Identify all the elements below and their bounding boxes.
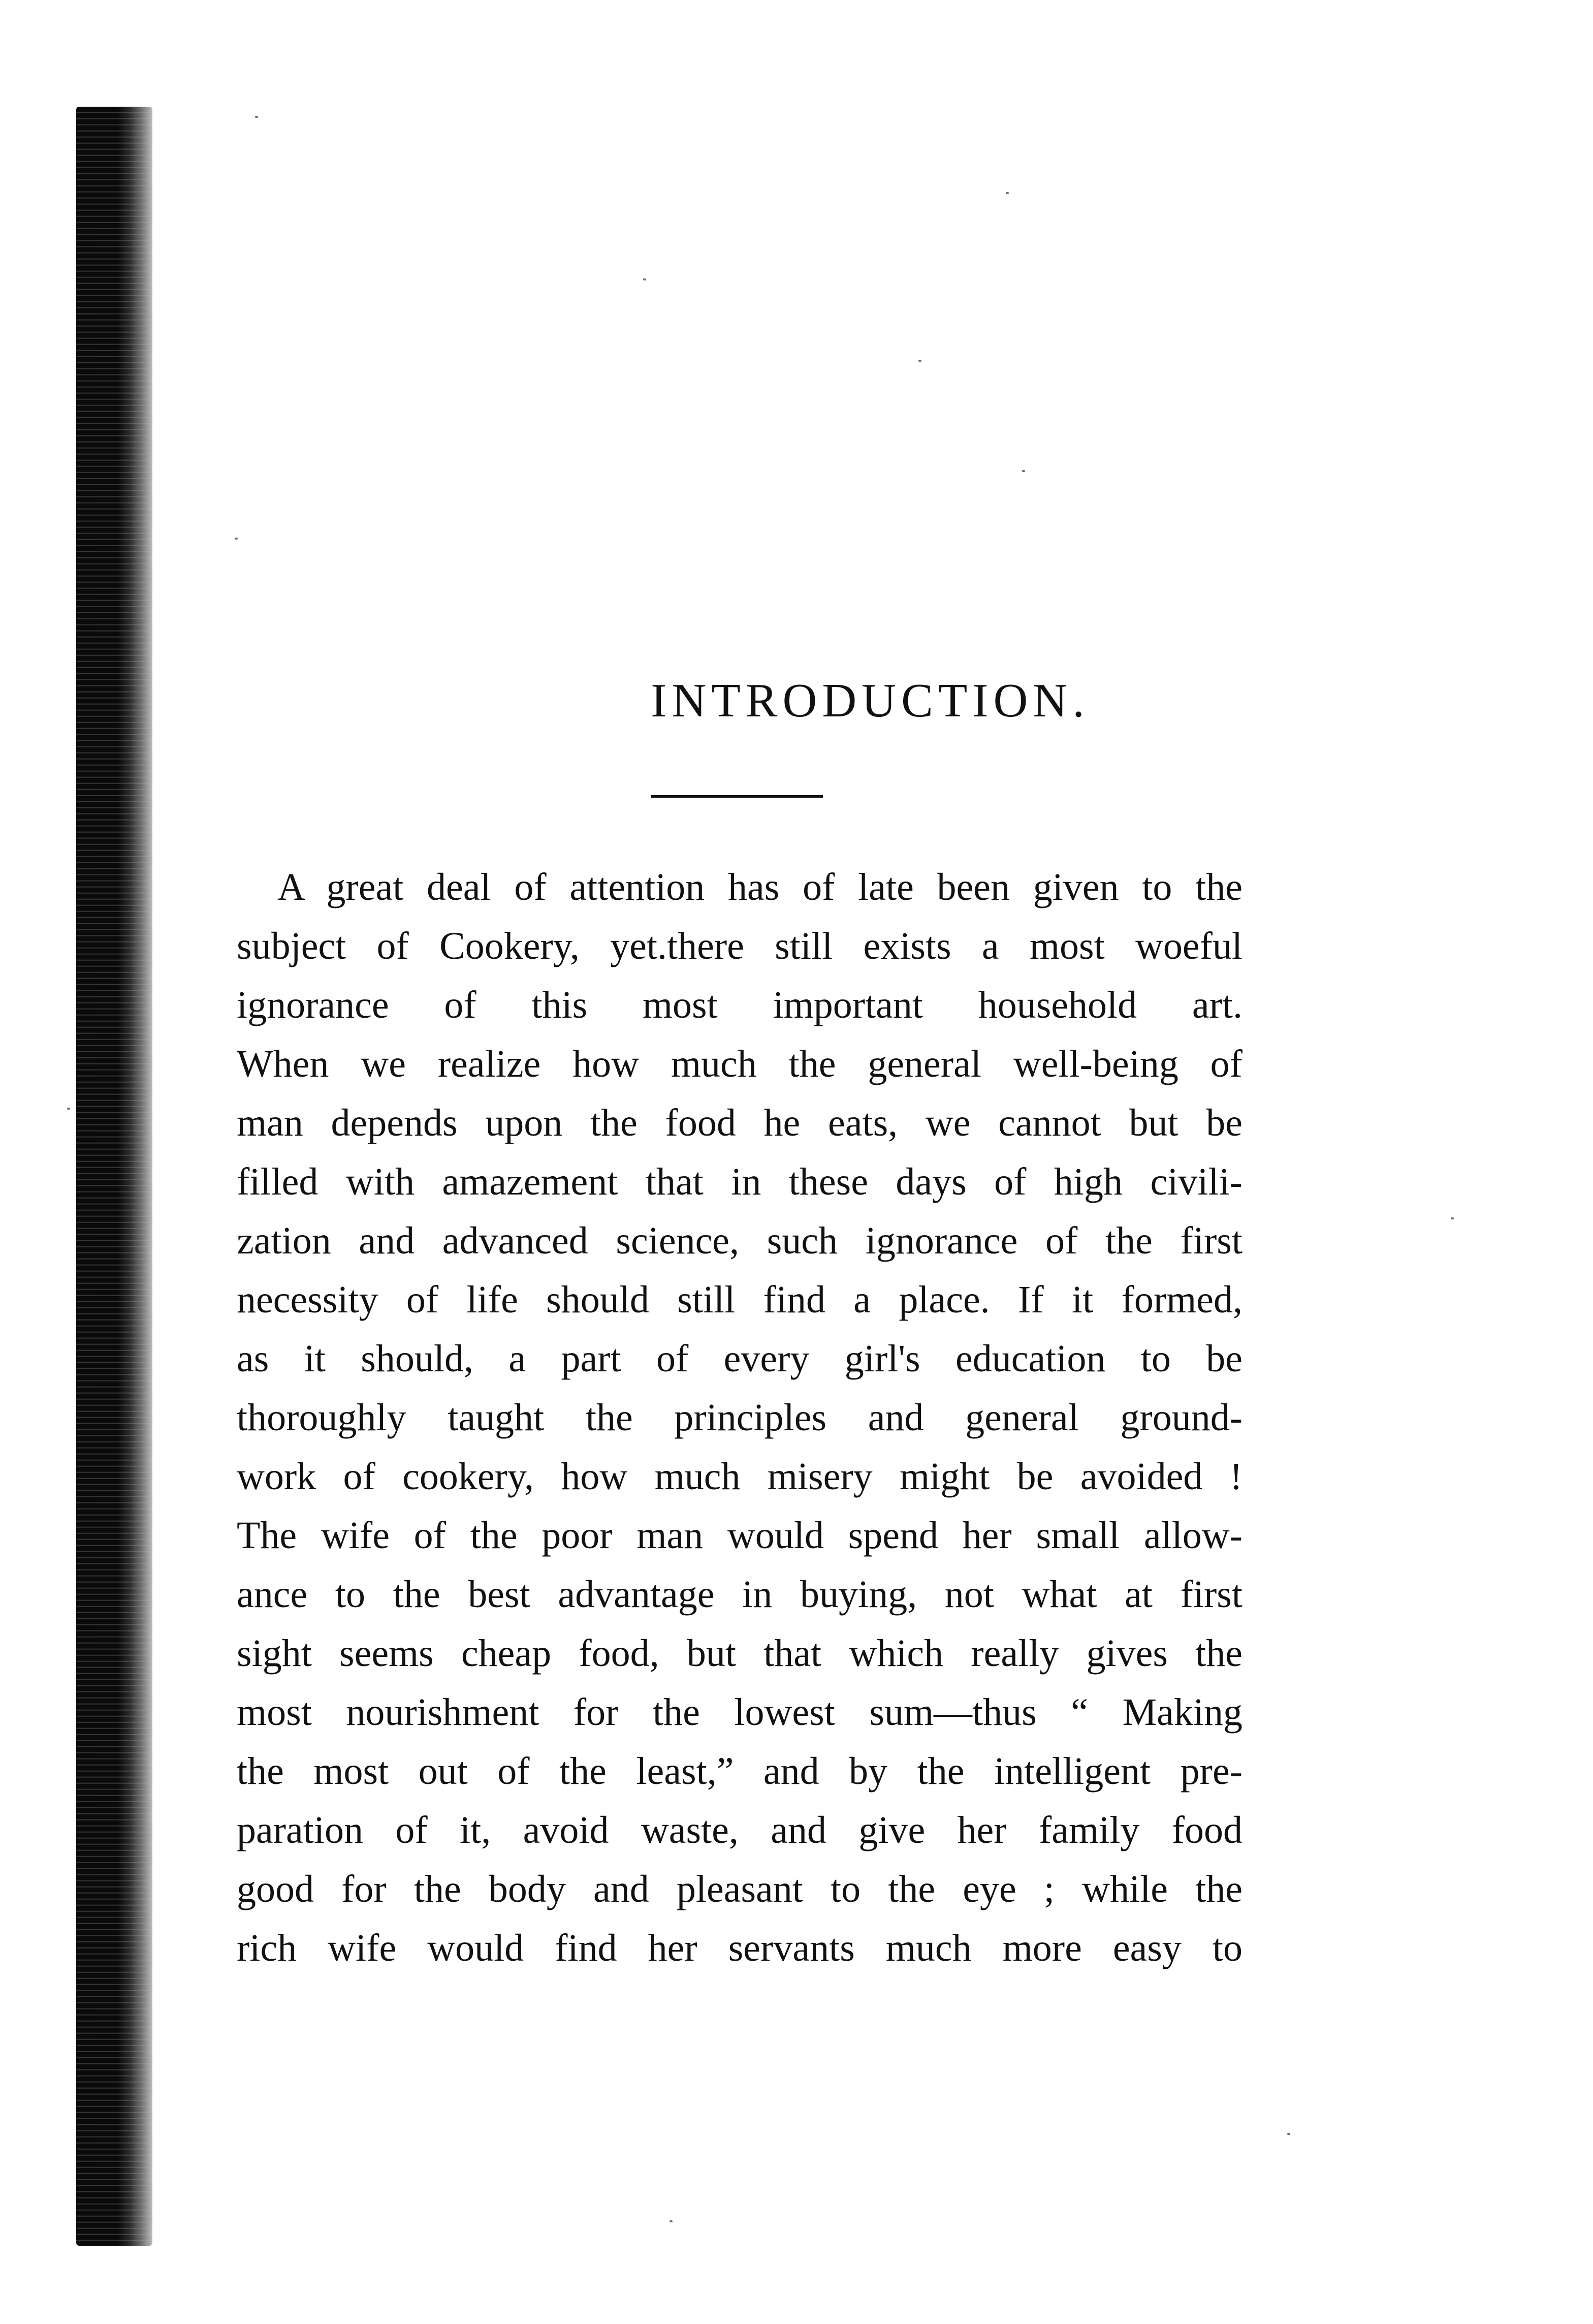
paragraph-line: paration of it, avoid waste, and give her family food <box>237 1809 1242 1851</box>
scan-speck <box>670 2220 673 2222</box>
paragraph-line: A great deal of attention has of late been given to the <box>277 866 1242 908</box>
title-divider <box>651 795 823 798</box>
paragraph-line: When we realize how much the general well-being of <box>237 1043 1242 1085</box>
scan-speck <box>1006 192 1009 194</box>
scan-speck <box>1451 1217 1454 1219</box>
paragraph-line: zation and advanced science, such ignorance of the first <box>237 1219 1242 1262</box>
paragraph-line: as it should, a part of every girl's education to be <box>237 1337 1242 1380</box>
paragraph-line: thoroughly taught the principles and general ground- <box>237 1396 1242 1439</box>
introduction-paragraph <box>237 858 1242 1977</box>
paragraph-line: necessity of life should still find a place. If it formed, <box>237 1278 1242 1321</box>
scan-speck <box>255 116 258 118</box>
paragraph-line: good for the body and pleasant to the eye ; while the <box>237 1868 1242 1910</box>
scan-speck <box>918 360 921 362</box>
scan-speck <box>1022 470 1025 472</box>
scan-speck <box>1287 2133 1290 2135</box>
scan-speck <box>67 1108 70 1110</box>
paragraph-line: subject of Cookery, yet.there still exists a most woeful <box>237 925 1242 967</box>
paragraph-line: ance to the best advantage in buying, not what at first <box>237 1573 1242 1616</box>
paragraph-line: sight seems cheap food, but that which really gives the <box>237 1632 1242 1675</box>
paragraph-line: ignorance of this most important household art. <box>237 984 1242 1026</box>
scan-speck <box>643 278 646 280</box>
scan-speck <box>235 538 238 540</box>
paragraph-line: The wife of the poor man would spend her small allow- <box>237 1514 1242 1557</box>
paragraph-line: work of cookery, how much misery might be avoided ! <box>237 1455 1242 1498</box>
paragraph-line: man depends upon the food he eats, we cannot but be <box>237 1102 1242 1144</box>
page-title: INTRODUCTION. <box>651 674 1090 727</box>
paragraph-line: filled with amazement that in these days of high civili- <box>237 1160 1242 1203</box>
page-binding-edge <box>76 107 152 2246</box>
paragraph-line: rich wife would find her servants much more easy to <box>237 1927 1242 1969</box>
paragraph-line: most nourishment for the lowest sum—thus “ Making <box>237 1691 1242 1734</box>
paragraph-line: the most out of the least,” and by the intelligent pre- <box>237 1750 1242 1793</box>
